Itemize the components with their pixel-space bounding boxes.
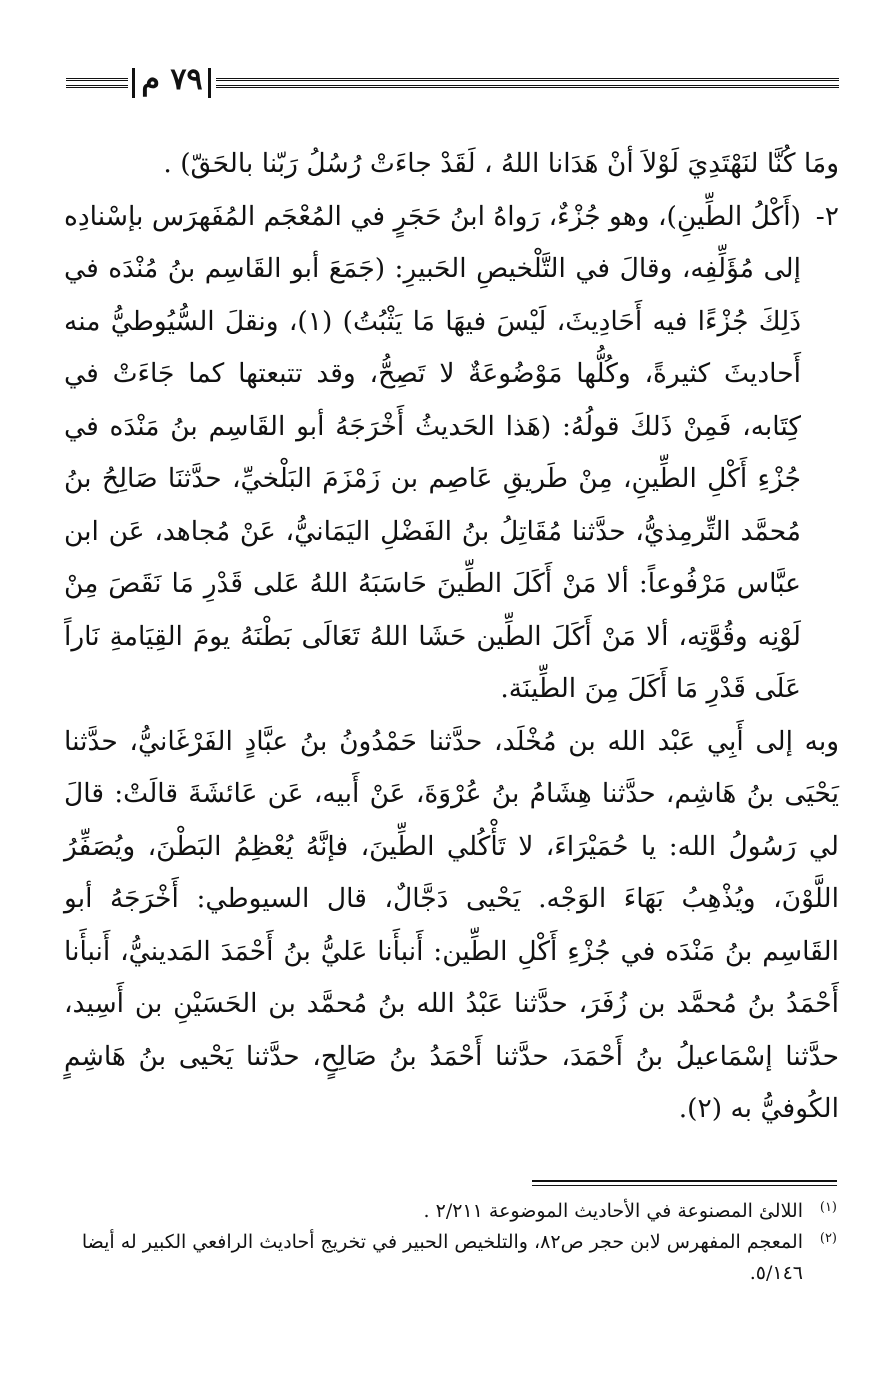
item-number: ٢- xyxy=(815,200,839,232)
verse-line: ومَا كُنَّا لنَهْتَدِيَ لَوْلاَ أنْ هَدَانا اللهُ ، لَقَدْ جاءَتْ رُسُلُ رَبّنا بالحَقّ) . xyxy=(163,148,839,179)
footnote xyxy=(64,1196,839,1227)
page-header xyxy=(66,62,839,102)
footnote-mark: (١) xyxy=(819,1200,837,1215)
page-number: ٧٩ م xyxy=(141,62,203,97)
paragraph: وبه إلى أَبِي عَبْد الله بن مُخْلَد، حدَّثنا حَمْدُونُ بنُ عبَّادٍ الفَرْغَانيُّ، حدَّثنا يَحْيَى بنُ هَاشِم، حدَّثنا هِشَامُ بنُ عُرْوَةَ، عَنْ أَبيه، عَن عَائشَةَ قالَتْ: قالَ لي رَسُولُ الله: يا حُمَيْرَاءَ، لا تَأْكُلي الطِّينَ، فإنَّهُ يُعْظِمُ البَطْنَ، ويُصَفِّرُ اللَّوْنَ، ويُذْهِبُ بَهَاءَ الوَجْه. يَحْيى دَجَّالٌ، قال السيوطي: أَخْرَجَهُ أبو القَاسِم بنُ مَنْدَه في جُزْءِ أَكْلِ الطِّين: أَنبأَنا عَليُّ بنُ أَحْمَدَ المَدينيُّ، أَنبأَنا أَحْمَدُ بنُ مُحمَّد بن زُفَرَ، حدَّثنا عَبْدُ الله بنُ مُحمَّد بن الحَسَيْنِ بن أَسِيد، حدَّثنا إسْمَاعيلُ بنُ أَحْمَدَ، حدَّثنا أَحْمَدُ بنُ صَالِحٍ، حدَّثنا يَحْيى بنُ هَاشِمٍ الكُوفيُّ به (٢). xyxy=(64,725,839,1124)
footnote-mark: (٢) xyxy=(819,1231,837,1246)
header-rule-right xyxy=(216,78,839,88)
header-rule-left xyxy=(66,78,128,88)
main-text xyxy=(64,138,839,1136)
numbered-item xyxy=(64,191,839,716)
footnotes xyxy=(64,1196,839,1289)
header-divider-bar xyxy=(208,68,211,98)
footnote-separator xyxy=(532,1180,837,1186)
item-text: (أَكْلُ الطِّينِ)، وهو جُزْءٌ، رَواهُ ابنُ حَجَرٍ في المُعْجَم المُفَهرَس بإسْنادِه إلى مُؤَلِّفِه، وقالَ في التَّلْخيصِ الحَبيرِ: (جَمَعَ أبو القَاسِم بنُ مُنْدَه في ذَلِكَ جُزْءًا فيه أَحَادِيثَ، لَيْسَ فيهَا مَا يَثْبُتُ) (١)، ونقلَ السُّيُوطيُّ منه أَحاديثَ كثيرةً، وكُلُّها مَوْضُوعَةٌ لا تَصِحُّ، وقد تتبعتها كما جَاءَتْ في كِتَابه، فَمِنْ ذَلكَ قولُهُ: (هَذا الحَديثُ أَخْرَجَهُ أبو القَاسِم بنُ مَنْدَه في جُزْءِ أَكْلِ الطِّينِ، مِنْ طَريقِ عَاصِم بن زَمْزَمَ البَلْخيِّ، حدَّثنَا صَالِحُ بنُ مُحمَّد التِّرمِذيُّ، حدَّثنا مُقَاتِلُ بنُ الفَضْلِ اليَمَانيُّ، عَنْ مُجاهد، عَن ابن عبَّاس مَرْفُوعاً: ألا مَنْ أَكَلَ الطِّينَ حَاسَبَهُ اللهُ عَلى قَدْرِ مَا نَقَصَ مِنْ لَوْنِه وقُوَّتِه، ألا مَنْ أَكَلَ الطِّين حَشَا اللهُ تَعَالَى بَطْنَهُ يومَ القِيَامةِ نَاراً عَلَى قَدْرِ مَا أَكَلَ مِنَ الطِّينَة. xyxy=(64,200,802,704)
footnote-text: المعجم المفهرس لابن حجر ص٨٢، والتلخيص الحبير في تخريج أحاديث الرافعي الكبير له أيضا ٥/١٤٦. xyxy=(81,1231,803,1284)
header-divider-bar xyxy=(132,68,135,98)
footnote-text: اللالئ المصنوعة في الأحاديث الموضوعة ٢/٢١١ . xyxy=(423,1200,803,1222)
footnote xyxy=(64,1227,839,1289)
